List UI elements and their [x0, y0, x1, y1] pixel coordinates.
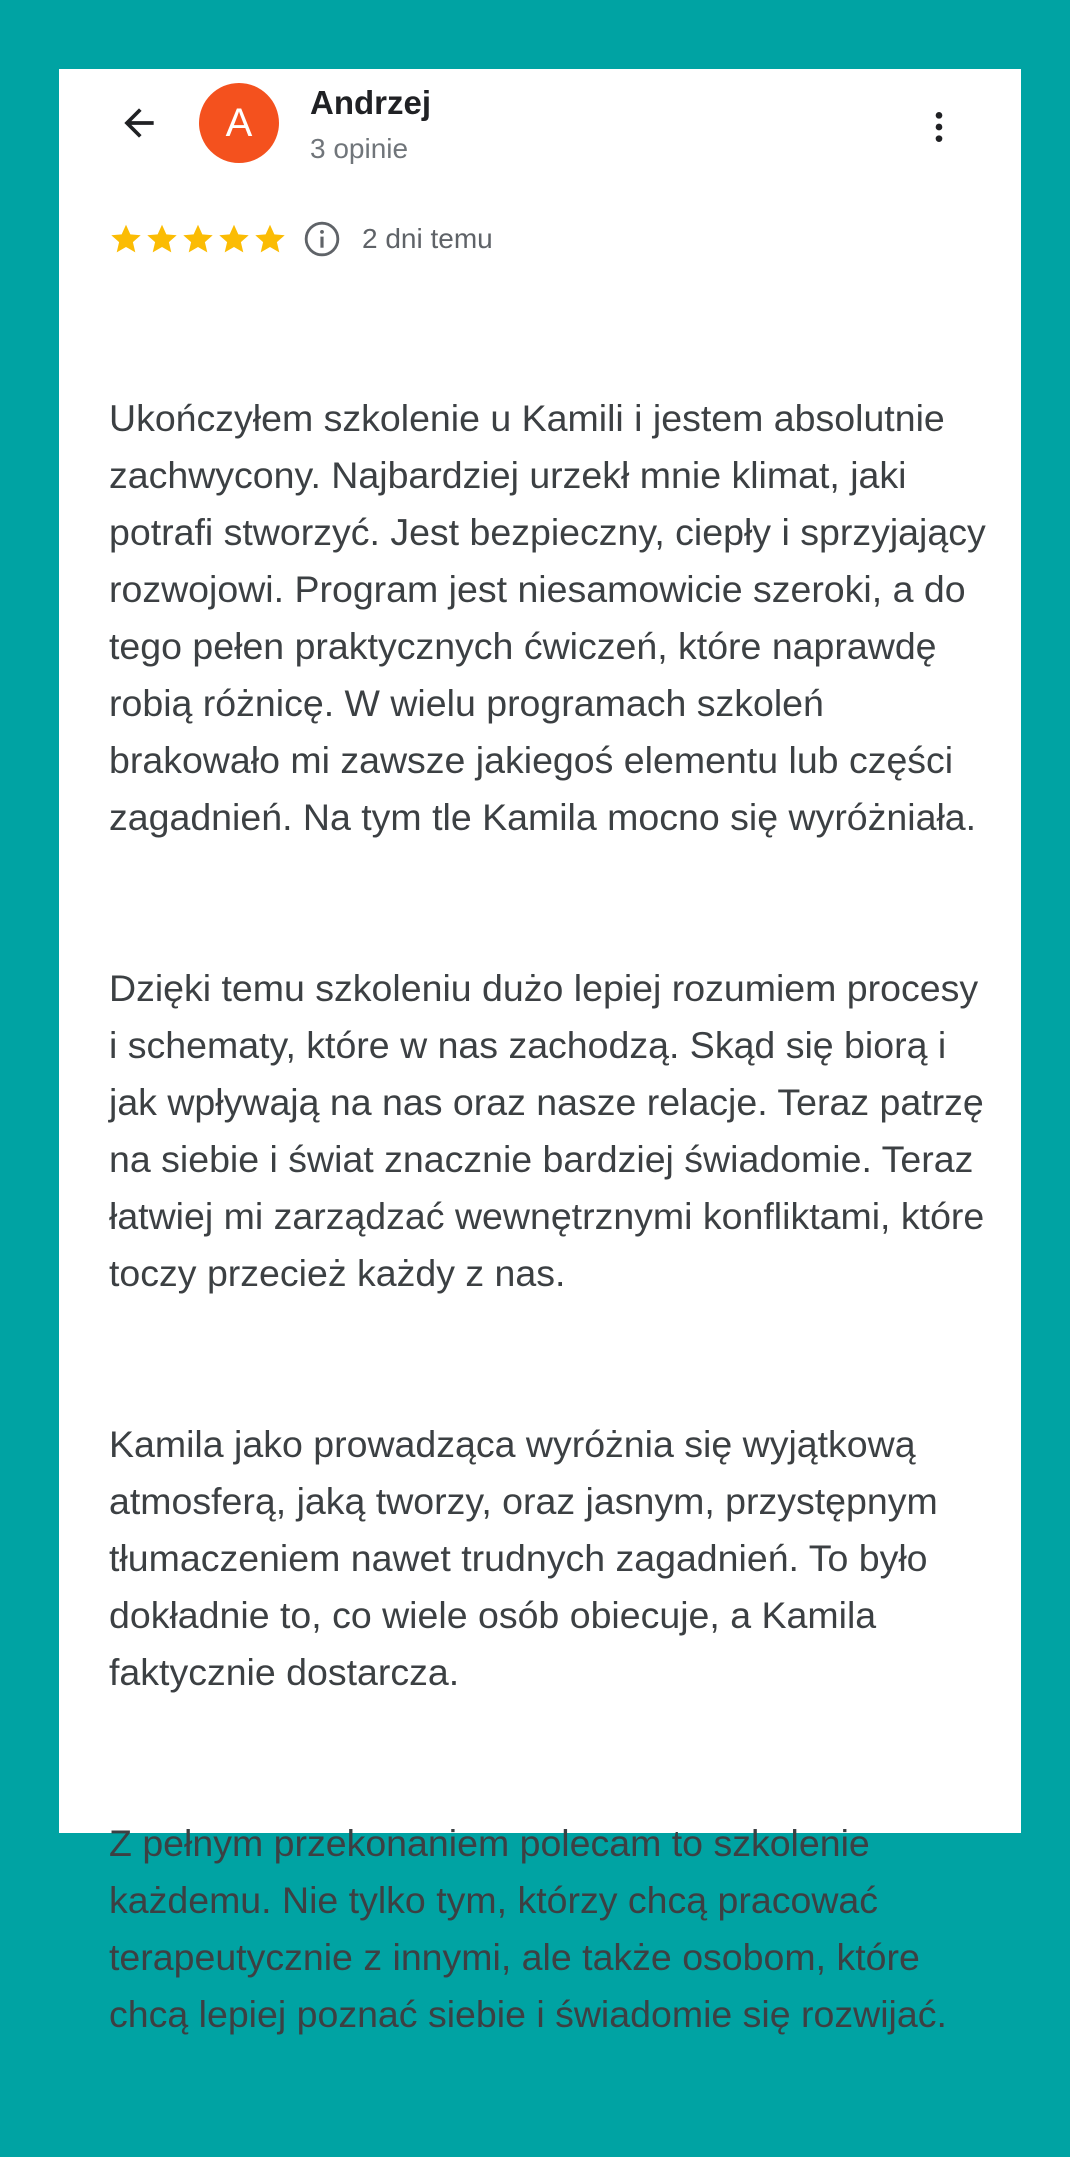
review-paragraph: Kamila jako prowadząca wyróżnia się wyjątkową atmosferą, jaką tworzy, oraz jasnym, przystępnym tłumaczeniem nawet trudnych zagadnień. To było dokładnie to, co wiele osób obiecuje, a Kamila faktycznie dostarcza. — [109, 1423, 949, 1693]
reviewer-name[interactable]: Andrzej — [310, 84, 432, 121]
star-rating — [108, 221, 288, 257]
star-icon — [216, 221, 252, 257]
avatar-letter: A — [225, 100, 253, 145]
star-icon — [252, 221, 288, 257]
reviewer-review-count: 3 opinie — [310, 133, 409, 164]
arrow-left-icon — [117, 101, 161, 145]
review-paragraph: Ukończyłem szkolenie u Kamili i jestem absolutnie zachwycony. Najbardziej urzekł mnie klimat, jaki potrafi stworzyć. Jest bezpieczny, ciepły i sprzyjający rozwojowi. Program jest niesamowicie szeroki, a do tego pełen praktycznych ćwiczeń, które naprawdę robią różnicę. W wielu programach szkoleń brakowało mi zawsze jakiegoś elementu lub części zagadnień. Na tym tle Kamila mocno się wyróżniała. — [109, 397, 997, 838]
star-icon — [180, 221, 216, 257]
info-button[interactable] — [302, 219, 342, 259]
star-icon — [108, 221, 144, 257]
review-paragraph: Z pełnym przekonaniem polecam to szkolenie każdemu. Nie tylko tym, którzy chcą pracować terapeutycznie z innymi, ale także osobom, które chcą lepiej poznać siebie i świadomie się rozwijać. — [109, 1822, 947, 2035]
back-button[interactable] — [107, 91, 171, 155]
review-date: 2 dni temu — [362, 223, 493, 254]
info-icon — [303, 220, 341, 258]
review-card — [59, 69, 1021, 2035]
avatar[interactable] — [199, 83, 279, 163]
rating-row — [108, 217, 493, 261]
star-icon — [144, 221, 180, 257]
more-vert-icon — [919, 107, 959, 147]
review-text — [109, 276, 997, 2157]
more-options-button[interactable] — [911, 95, 967, 159]
review-paragraph: Dzięki temu szkoleniu dużo lepiej rozumiem procesy i schematy, które w nas zachodzą. Skąd się biorą i jak wpływają na nas oraz nasze relacje. Teraz patrzę na siebie i świat znacznie bardziej świadomie. Teraz łatwiej mi zarządzać wewnętrznymi konfliktami, które toczy przecież każdy z nas. — [109, 967, 995, 1294]
